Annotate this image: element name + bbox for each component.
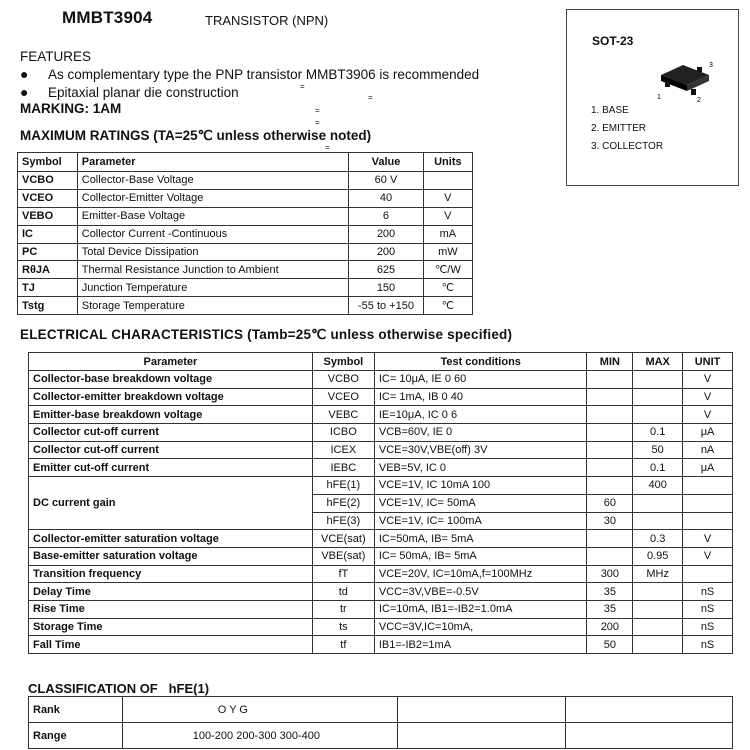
parameter-cell: Rise Time bbox=[29, 600, 313, 618]
max-cell: MHz bbox=[633, 565, 683, 583]
value-cell: 200 bbox=[349, 243, 423, 261]
condition-cell: VCC=3V,IC=10mA, bbox=[374, 618, 587, 636]
table-row bbox=[29, 530, 733, 548]
unit-cell: mW bbox=[423, 243, 472, 261]
parameter-cell: Collector-emitter saturation voltage bbox=[29, 530, 313, 548]
unit-cell: ℃ bbox=[423, 279, 472, 297]
value-cell: 6 bbox=[349, 207, 423, 225]
parameter-cell: Collector-Base Voltage bbox=[77, 172, 349, 190]
value-cell: 200 bbox=[349, 225, 423, 243]
min-cell bbox=[587, 441, 633, 459]
unit-cell: V bbox=[683, 547, 733, 565]
table-row bbox=[29, 371, 733, 389]
feature-item: ● Epitaxial planar die construction bbox=[20, 84, 239, 100]
symbol-cell: VCBO bbox=[312, 371, 374, 389]
condition-cell: IC= 1mA, IB 0 40 bbox=[374, 388, 587, 406]
unit-cell: nA bbox=[683, 441, 733, 459]
pin-number: 2 bbox=[697, 97, 701, 103]
stray-mark: = bbox=[315, 106, 320, 115]
parameter-cell: Base-emitter saturation voltage bbox=[29, 547, 313, 565]
table-row bbox=[18, 207, 473, 225]
symbol-cell: Tstg bbox=[18, 297, 78, 315]
condition-cell: IC= 10μA, IE 0 60 bbox=[374, 371, 587, 389]
max-cell bbox=[633, 512, 683, 530]
electrical-table bbox=[28, 352, 733, 654]
symbol-cell: VEBC bbox=[312, 406, 374, 424]
classification-heading: CLASSIFICATION OF hFE(1) bbox=[28, 681, 210, 696]
symbol-cell: ICEX bbox=[312, 441, 374, 459]
parameter-cell: Emitter-base breakdown voltage bbox=[29, 406, 313, 424]
max-cell bbox=[633, 618, 683, 636]
stray-mark: = bbox=[315, 118, 320, 127]
stray-mark: = bbox=[368, 93, 373, 102]
parameter-cell: Emitter cut-off current bbox=[29, 459, 313, 477]
marking-code: MARKING: 1AM bbox=[20, 101, 122, 116]
value-cell: 150 bbox=[349, 279, 423, 297]
parameter-cell: DC current gain bbox=[29, 477, 313, 530]
unit-cell: ℃ bbox=[423, 297, 472, 315]
parameter-cell: Transition frequency bbox=[29, 565, 313, 583]
symbol-cell: VBE(sat) bbox=[312, 547, 374, 565]
table-row bbox=[18, 225, 473, 243]
symbol-cell: IEBC bbox=[312, 459, 374, 477]
unit-cell bbox=[423, 172, 472, 190]
min-cell: 35 bbox=[587, 583, 633, 601]
condition-cell: VCC=3V,VBE=-0.5V bbox=[374, 583, 587, 601]
table-row bbox=[18, 297, 473, 315]
package-box bbox=[566, 9, 739, 186]
max-cell bbox=[633, 388, 683, 406]
unit-cell: V bbox=[423, 207, 472, 225]
unit-cell: ℃/W bbox=[423, 261, 472, 279]
parameter-cell: Collector-emitter breakdown voltage bbox=[29, 388, 313, 406]
condition-cell: VCE=1V, IC 10mA 100 bbox=[374, 477, 587, 495]
max-cell bbox=[633, 583, 683, 601]
table-row bbox=[29, 406, 733, 424]
pin-number: 3 bbox=[709, 62, 713, 69]
table-row bbox=[29, 459, 733, 477]
symbol-cell: td bbox=[312, 583, 374, 601]
col-header: UNIT bbox=[683, 353, 733, 371]
unit-cell: nS bbox=[683, 618, 733, 636]
unit-cell: μA bbox=[683, 459, 733, 477]
pin-number: 1 bbox=[657, 94, 661, 101]
max-cell: 0.1 bbox=[633, 459, 683, 477]
features-heading: FEATURES bbox=[20, 49, 92, 64]
unit-cell: nS bbox=[683, 583, 733, 601]
unit-cell: V bbox=[683, 530, 733, 548]
min-cell bbox=[587, 477, 633, 495]
range-values: 100-200 200-300 300-400 bbox=[122, 723, 397, 749]
range-label: Range bbox=[29, 723, 123, 749]
min-cell: 300 bbox=[587, 565, 633, 583]
pin-label: 2. EMITTER bbox=[591, 123, 647, 134]
unit-cell: nS bbox=[683, 600, 733, 618]
col-header: Parameter bbox=[29, 353, 313, 371]
condition-cell: VCE=30V,VBE(off) 3V bbox=[374, 441, 587, 459]
max-cell bbox=[633, 636, 683, 654]
symbol-cell: hFE(1) bbox=[312, 477, 374, 495]
table-row bbox=[29, 388, 733, 406]
pin-label: 1. BASE bbox=[591, 105, 629, 116]
value-cell: 625 bbox=[349, 261, 423, 279]
parameter-cell: Collector Current -Continuous bbox=[77, 225, 349, 243]
max-cell: 0.1 bbox=[633, 424, 683, 442]
value-cell: 40 bbox=[349, 189, 423, 207]
unit-cell: V bbox=[683, 371, 733, 389]
col-header: Test conditions bbox=[374, 353, 587, 371]
package-name: SOT-23 bbox=[592, 34, 634, 48]
min-cell: 35 bbox=[587, 600, 633, 618]
pin-label: 3. COLLECTOR bbox=[591, 141, 664, 152]
unit-cell: μA bbox=[683, 424, 733, 442]
condition-cell: IC= 50mA, IB= 5mA bbox=[374, 547, 587, 565]
condition-cell: IE=10μA, IC 0 6 bbox=[374, 406, 587, 424]
max-cell bbox=[633, 371, 683, 389]
parameter-cell: Storage Time bbox=[29, 618, 313, 636]
min-cell: 200 bbox=[587, 618, 633, 636]
classification-table bbox=[28, 696, 733, 749]
condition-cell: IC=50mA, IB= 5mA bbox=[374, 530, 587, 548]
symbol-cell: VEBO bbox=[18, 207, 78, 225]
symbol-cell: tf bbox=[312, 636, 374, 654]
max-ratings-table bbox=[17, 152, 473, 315]
table-row bbox=[29, 583, 733, 601]
bullet-icon: ● bbox=[20, 84, 29, 100]
max-cell: 0.95 bbox=[633, 547, 683, 565]
parameter-cell: Collector cut-off current bbox=[29, 441, 313, 459]
stray-mark: = bbox=[325, 143, 330, 152]
col-header: Value bbox=[349, 153, 423, 172]
parameter-cell: Total Device Dissipation bbox=[77, 243, 349, 261]
condition-cell: IB1=-IB2=1mA bbox=[374, 636, 587, 654]
electrical-heading: ELECTRICAL CHARACTERISTICS (Tamb=25℃ unless otherwise specified) bbox=[20, 327, 513, 342]
unit-cell: V bbox=[423, 189, 472, 207]
value-cell: -55 to +150 bbox=[349, 297, 423, 315]
parameter-cell: Emitter-Base Voltage bbox=[77, 207, 349, 225]
min-cell bbox=[587, 530, 633, 548]
min-cell bbox=[587, 424, 633, 442]
parameter-cell: Junction Temperature bbox=[77, 279, 349, 297]
table-row bbox=[29, 424, 733, 442]
table-row bbox=[18, 243, 473, 261]
condition-cell: VCB=60V, IE 0 bbox=[374, 424, 587, 442]
parameter-cell: Collector cut-off current bbox=[29, 424, 313, 442]
col-header: Symbol bbox=[312, 353, 374, 371]
unit-cell bbox=[683, 512, 733, 530]
symbol-cell: VCEO bbox=[18, 189, 78, 207]
table-row bbox=[29, 636, 733, 654]
symbol-cell: IC bbox=[18, 225, 78, 243]
unit-cell: V bbox=[683, 388, 733, 406]
symbol-cell: fT bbox=[312, 565, 374, 583]
col-header: Parameter bbox=[77, 153, 349, 172]
min-cell bbox=[587, 371, 633, 389]
max-cell bbox=[633, 600, 683, 618]
symbol-cell: VCBO bbox=[18, 172, 78, 190]
symbol-cell: tr bbox=[312, 600, 374, 618]
col-header: MAX bbox=[633, 353, 683, 371]
max-cell: 400 bbox=[633, 477, 683, 495]
condition-cell: VCE=1V, IC= 50mA bbox=[374, 494, 587, 512]
symbol-cell: TJ bbox=[18, 279, 78, 297]
parameter-cell: Collector-base breakdown voltage bbox=[29, 371, 313, 389]
unit-cell bbox=[683, 477, 733, 495]
max-cell: 0.3 bbox=[633, 530, 683, 548]
parameter-cell: Collector-Emitter Voltage bbox=[77, 189, 349, 207]
part-number: MMBT3904 bbox=[62, 8, 153, 27]
min-cell bbox=[587, 459, 633, 477]
table-row bbox=[29, 618, 733, 636]
unit-cell: nS bbox=[683, 636, 733, 654]
symbol-cell: hFE(3) bbox=[312, 512, 374, 530]
col-header: MIN bbox=[587, 353, 633, 371]
table-row bbox=[29, 600, 733, 618]
rank-values: O Y G bbox=[122, 697, 397, 723]
parameter-cell: Delay Time bbox=[29, 583, 313, 601]
parameter-cell: Thermal Resistance Junction to Ambient bbox=[77, 261, 349, 279]
bullet-icon: ● bbox=[20, 66, 29, 82]
min-cell: 30 bbox=[587, 512, 633, 530]
table-row bbox=[29, 477, 733, 495]
max-cell: 50 bbox=[633, 441, 683, 459]
unit-cell bbox=[683, 565, 733, 583]
unit-cell: V bbox=[683, 406, 733, 424]
min-cell bbox=[587, 406, 633, 424]
table-row bbox=[18, 261, 473, 279]
rank-label: Rank bbox=[29, 697, 123, 723]
max-cell bbox=[633, 494, 683, 512]
condition-cell: VCE=1V, IC= 100mA bbox=[374, 512, 587, 530]
symbol-cell: ICBO bbox=[312, 424, 374, 442]
condition-cell: IC=10mA, IB1=-IB2=1.0mA bbox=[374, 600, 587, 618]
condition-cell: VCE=20V, IC=10mA,f=100MHz bbox=[374, 565, 587, 583]
min-cell: 50 bbox=[587, 636, 633, 654]
symbol-cell: hFE(2) bbox=[312, 494, 374, 512]
value-cell: 60 V bbox=[349, 172, 423, 190]
symbol-cell: PC bbox=[18, 243, 78, 261]
table-row bbox=[29, 547, 733, 565]
table-row bbox=[29, 565, 733, 583]
feature-item: ● As complementary type the PNP transistor MMBT3906 is recommended bbox=[20, 66, 480, 82]
col-header: Symbol bbox=[18, 153, 78, 172]
table-row bbox=[18, 189, 473, 207]
parameter-cell: Storage Temperature bbox=[77, 297, 349, 315]
min-cell bbox=[587, 388, 633, 406]
min-cell bbox=[587, 547, 633, 565]
col-header: Units bbox=[423, 153, 472, 172]
device-type: TRANSISTOR (NPN) bbox=[205, 13, 329, 28]
symbol-cell: ts bbox=[312, 618, 374, 636]
unit-cell: mA bbox=[423, 225, 472, 243]
table-row bbox=[29, 441, 733, 459]
parameter-cell: Fall Time bbox=[29, 636, 313, 654]
condition-cell: VEB=5V, IC 0 bbox=[374, 459, 587, 477]
table-row bbox=[18, 172, 473, 190]
symbol-cell: VCE(sat) bbox=[312, 530, 374, 548]
stray-mark: = bbox=[300, 82, 305, 91]
unit-cell bbox=[683, 494, 733, 512]
min-cell: 60 bbox=[587, 494, 633, 512]
max-ratings-heading: MAXIMUM RATINGS (TA=25℃ unless otherwise noted) bbox=[20, 128, 372, 143]
symbol-cell: RθJA bbox=[18, 261, 78, 279]
max-cell bbox=[633, 406, 683, 424]
sot23-package-icon bbox=[657, 55, 717, 103]
symbol-cell: VCEO bbox=[312, 388, 374, 406]
table-row bbox=[18, 279, 473, 297]
